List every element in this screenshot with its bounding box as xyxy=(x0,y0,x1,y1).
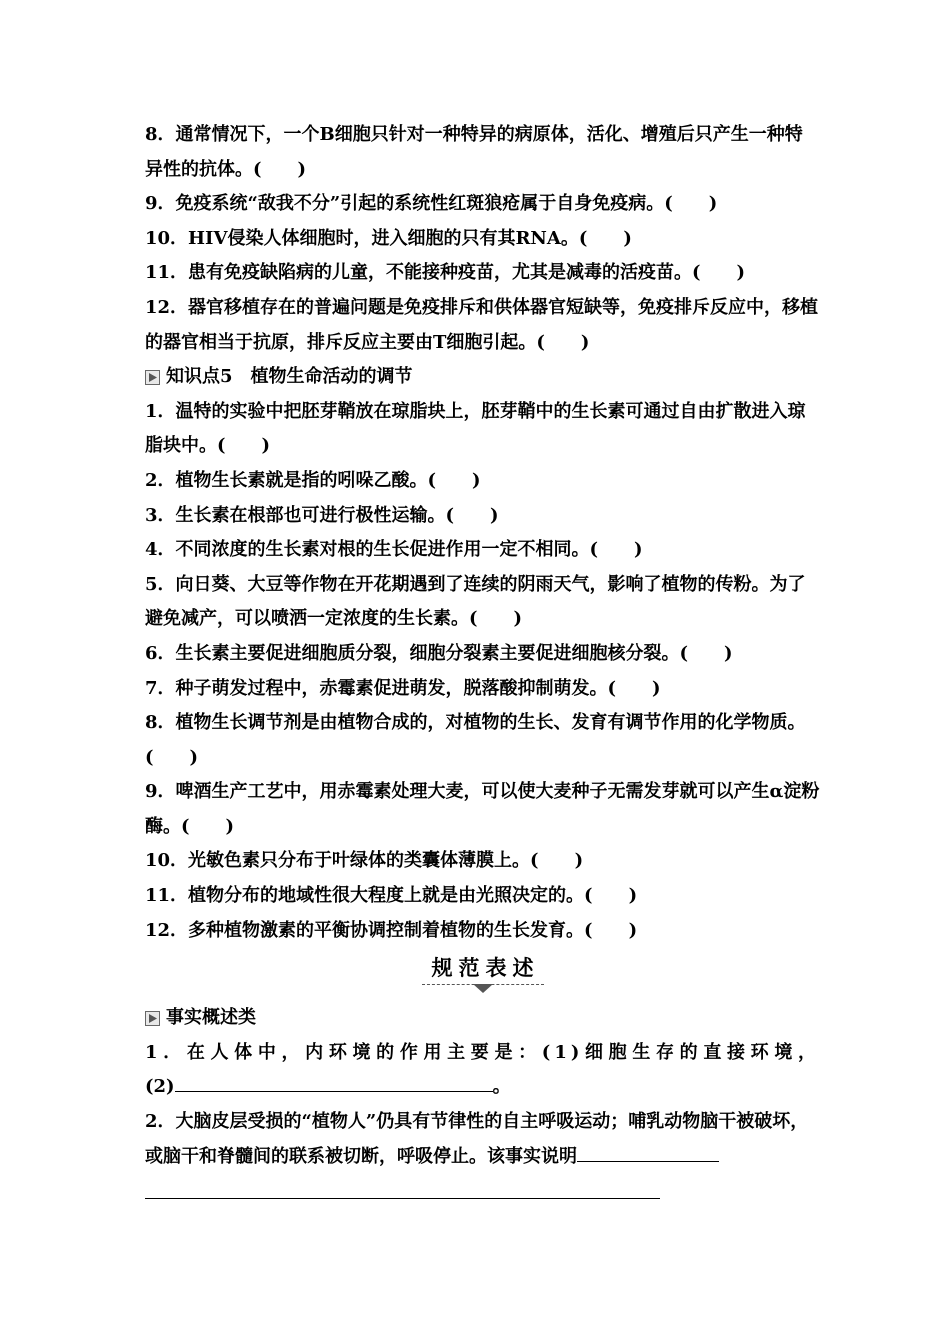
question-6: 6．生长素主要促进细胞质分裂，细胞分裂素主要促进细胞核分裂。( ) xyxy=(145,642,733,664)
question-11b: 11．植物分布的地域性很大程度上就是由光照决定的。( ) xyxy=(145,885,638,907)
question-7: 7．种子萌发过程中，赤霉素促进萌发，脱落酸抑制萌发。( ) xyxy=(145,677,661,699)
question-12: 12．器官移植存在的普遍问题是免疫排斥和供体器官短缺等，免疫排斥反应中，移植的器官相当于抗原，排斥反应主要由T细胞引起。( ) xyxy=(145,296,819,353)
question-1: 1．温特的实验中把胚芽鞘放在琼脂块上，胚芽鞘中的生长素可通过自由扩散进入琼脂块中。( ) xyxy=(145,400,806,457)
play-icon xyxy=(145,1011,160,1026)
fact-question-2 xyxy=(145,1105,820,1174)
answer-blank[interactable] xyxy=(577,1143,719,1162)
page-content xyxy=(145,118,820,1199)
section-heading-5 xyxy=(145,360,820,395)
question-10b: 10．光敏色素只分布于叶绿体的类囊体薄膜上。( ) xyxy=(145,850,584,872)
question-5: 5．向日葵、大豆等作物在开花期遇到了连续的阴雨天气，影响了植物的传粉。为了避免减产，可以喷洒一定浓度的生长素。( ) xyxy=(145,573,806,630)
question-11: 11．患有免疫缺陷病的儿童，不能接种疫苗，尤其是减毒的活疫苗。( ) xyxy=(145,262,746,284)
question-3: 3．生长素在根部也可进行极性运输。( ) xyxy=(145,504,499,526)
question-2: 2．植物生长素就是指的吲哚乙酸。( ) xyxy=(145,469,481,491)
answer-label: (2) xyxy=(145,1076,175,1098)
question-8: 8．通常情况下，一个B细胞只针对一种特异的病原体，活化、增殖后只产生一种特异性的抗体。( ) xyxy=(145,124,803,180)
fact-question-1: 1．在人体中，内环境的作用主要是：(1)细胞生存的直接环境， xyxy=(145,1041,820,1063)
question-12b: 12．多种植物激素的平衡协调控制着植物的生长发育。( ) xyxy=(145,919,638,941)
question-4: 4．不同浓度的生长素对根的生长促进作用一定不相同。( ) xyxy=(145,539,643,561)
section-heading-facts xyxy=(145,1001,820,1036)
question-8b: 8．植物生长调节剂是由植物合成的，对植物的生长、发育有调节作用的化学物质。( ) xyxy=(145,712,806,768)
question-9b: 9．啤酒生产工艺中，用赤霉素处理大麦，可以使大麦种子无需发芽就可以产生α淀粉酶。( ) xyxy=(145,781,820,837)
section-title: 知识点5 植物生命活动的调节 xyxy=(166,366,413,388)
answer-blank-line[interactable] xyxy=(145,1174,660,1199)
answer-blank[interactable] xyxy=(175,1073,493,1092)
fact-question-2-text: 2．大脑皮层受损的“植物人”仍具有节律性的自主呼吸运动；哺乳动物脑干被破坏，或脑干和脊髓间的联系被切断，呼吸停止。该事实说明 xyxy=(145,1111,809,1167)
question-10: 10．HIV侵染人体细胞时，进入细胞的只有其RNA。( ) xyxy=(145,227,632,249)
play-icon xyxy=(145,370,160,385)
punctuation: 。 xyxy=(492,1076,511,1098)
banner-title: 规范表述 xyxy=(422,952,544,985)
banner xyxy=(145,952,820,993)
question-9: 9．免疫系统“敌我不分”引起的系统性红斑狼疮属于自身免疫病。( ) xyxy=(145,193,718,215)
fact-question-1-line2 xyxy=(145,1070,820,1105)
section-title: 事实概述类 xyxy=(166,1007,256,1029)
banner-arrow-icon xyxy=(473,984,493,993)
